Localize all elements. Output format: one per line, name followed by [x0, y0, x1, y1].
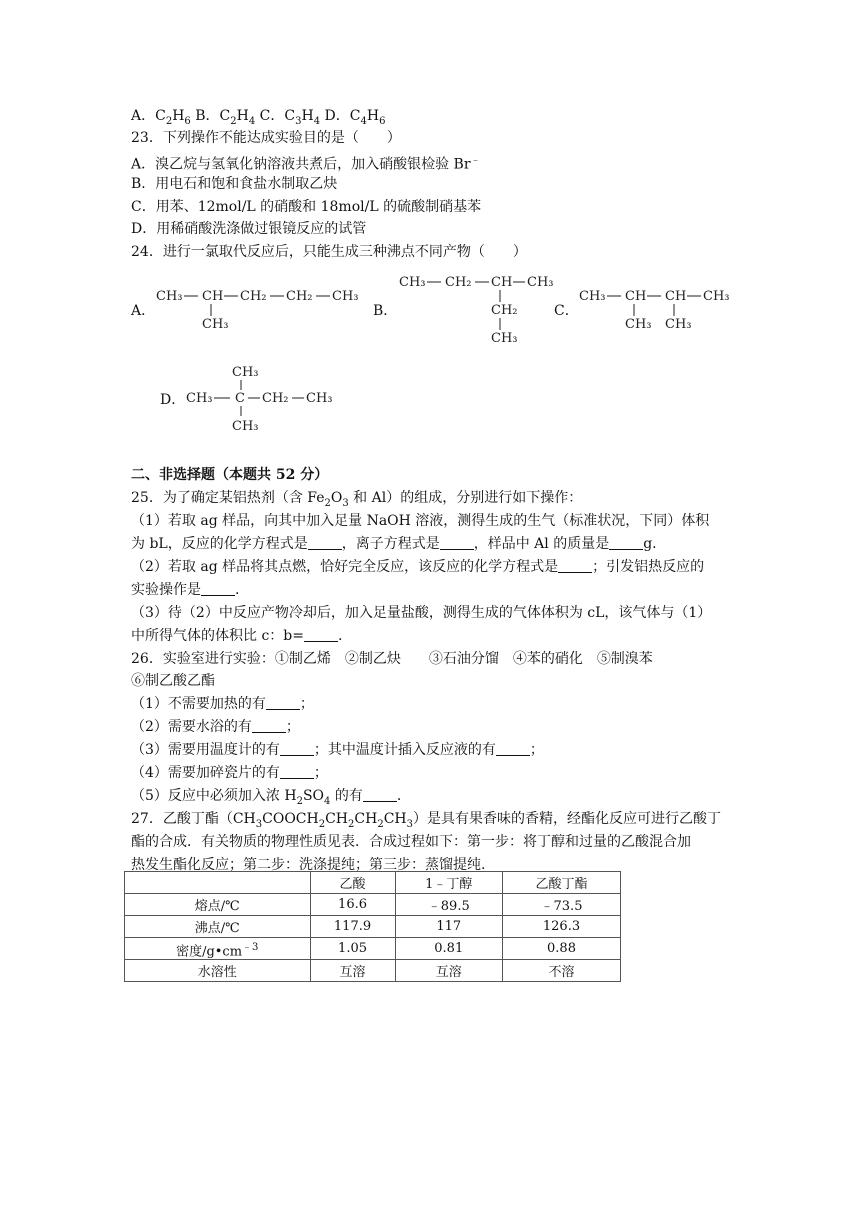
svg-text:CH: CH: [665, 289, 687, 304]
svg-text:CH: CH: [202, 289, 224, 304]
q26-sub-4: （4）需要加碎瓷片的有 ；: [131, 765, 328, 781]
table-row: [125, 960, 621, 982]
svg-text:CH₂: CH₂: [240, 289, 267, 304]
table-header-cell: 乙酸: [310, 872, 395, 894]
svg-text:CH₃: CH₃: [703, 289, 730, 304]
svg-text:CH₃: CH₃: [579, 289, 606, 304]
svg-text:CH₃: CH₃: [491, 331, 518, 346]
table-row: [125, 938, 621, 960]
structure-a: [152, 280, 372, 338]
svg-text:CH₃: CH₃: [527, 275, 554, 290]
q25-line-5: 实验操作是 .: [131, 582, 240, 598]
svg-text:CH₃: CH₃: [665, 317, 692, 332]
table-cell: 1.05: [310, 938, 395, 960]
answer-blank[interactable]: [266, 695, 300, 710]
svg-text:CH₂: CH₂: [445, 275, 472, 290]
q22-options: A．$C_2H_6$ B．$C_2H_4$ C．$C_3H_4$ D．$C_4H_6$: [131, 108, 386, 127]
q25-line-6: （3）待（2）中反应产物冷却后，加入足量盐酸，测得生成的气体体积为 cL，该气体与（1）: [131, 605, 712, 621]
table-header-row: [125, 872, 621, 894]
q23-option-a: A．溴乙烷与氢氧化钠溶液共煮后，加入硝酸银检验 Br﹣: [131, 155, 481, 173]
table-cell: 互溶: [395, 960, 502, 982]
table-cell: 互溶: [310, 960, 395, 982]
svg-text:CH₂: CH₂: [491, 303, 518, 318]
q24-label-a: A．: [131, 303, 156, 319]
q24-stem: 24．进行一氯取代反应后，只能生成三种沸点不同产物（ ）: [131, 244, 527, 260]
properties-table: [124, 871, 621, 982]
table-header-cell: [125, 872, 311, 894]
answer-blank[interactable]: [280, 741, 314, 756]
q24-label-b: B．: [373, 303, 398, 319]
table-cell: 16.6: [310, 894, 395, 916]
q23-option-d: D．用稀硝酸洗涤做过银镜反应的试管: [131, 221, 367, 237]
svg-text:CH₃: CH₃: [186, 391, 213, 406]
structure-c: [575, 280, 745, 338]
q26-line-1: 26．实验室进行实验：①制乙烯 ②制乙炔 ③石油分馏 ④苯的硝化 ⑤制溴苯: [131, 651, 653, 667]
answer-blank[interactable]: [558, 558, 592, 573]
answer-blank[interactable]: [363, 787, 397, 802]
q25-line-1: 25．为了确定某铝热剂（含 $Fe_2O_3$ 和 Al）的组成，分别进行如下操作：: [131, 490, 583, 509]
svg-text:CH₃: CH₃: [399, 275, 426, 290]
svg-text:C: C: [235, 391, 245, 406]
q23-stem: 23．下列操作不能达成实验目的是（ ）: [131, 130, 401, 146]
table-header-cell: 乙酸丁酯: [502, 872, 620, 894]
structure-b: [395, 268, 565, 352]
q23-option-c: C．用苯、12mol/L 的硝酸和 18mol/L 的硫酸制硝基苯: [131, 199, 482, 215]
q27-line-1: 27．乙酸丁酯$(CH_3COOCH_2CH_2CH_2CH_3)$是具有果香味的香精，经酯化反应可进行乙酸丁: [131, 811, 721, 830]
q24-label-c: C．: [554, 303, 579, 319]
q23-option-b: B．用电石和饱和食盐水制取乙炔: [131, 176, 338, 192]
q24-label-d: D．: [160, 392, 186, 408]
q26-sub-2: （2）需要水浴的有 ；: [131, 719, 300, 735]
q25-line-4: （2）若取 ag 样品将其点燃，恰好完全反应，该反应的化学方程式是 ；引发铝热反应的: [131, 559, 705, 575]
svg-text:CH₃: CH₃: [625, 317, 652, 332]
table-cell: 117: [395, 916, 502, 938]
q26-sub-5: （5）反应中必须加入浓 $H_2SO_4$ 的有 .: [131, 788, 402, 807]
answer-blank[interactable]: [201, 581, 235, 596]
table-cell: 0.88: [502, 938, 620, 960]
table-cell: 熔点/℃: [125, 894, 311, 916]
answer-blank[interactable]: [440, 535, 474, 550]
q26-line-2: ⑥制乙酸乙酯: [131, 673, 215, 689]
svg-text:CH₃: CH₃: [232, 365, 259, 380]
table-cell: 水溶性: [125, 960, 311, 982]
answer-blank[interactable]: [252, 718, 286, 733]
svg-text:CH₂: CH₂: [286, 289, 313, 304]
answer-blank[interactable]: [609, 535, 643, 550]
q25-line-7: 中所得气体的体积比 c：b= .: [131, 628, 343, 644]
svg-text:CH₃: CH₃: [156, 289, 183, 304]
table-cell: 不溶: [502, 960, 620, 982]
table-cell: 沸点/℃: [125, 916, 311, 938]
table-cell: ﹣89.5: [395, 894, 502, 916]
svg-text:CH₃: CH₃: [232, 419, 259, 434]
table-cell: 0.81: [395, 938, 502, 960]
q26-sub-3: （3）需要用温度计的有 ；其中温度计插入反应液的有 ；: [131, 742, 544, 758]
svg-text:CH: CH: [491, 275, 513, 290]
svg-text:CH₃: CH₃: [332, 289, 359, 304]
section-title: 二、非选择题（本题共 52 分）: [131, 467, 329, 483]
q25-line-3: 为 bL，反应的化学方程式是 ，离子方程式是 ，样品中 Al 的质量是 g.: [131, 536, 657, 552]
svg-text:CH₂: CH₂: [262, 391, 289, 406]
table-cell: 126.3: [502, 916, 620, 938]
q25-line-2: （1）若取 ag 样品，向其中加入足量 NaOH 溶液，测得生成的生气（标准状况，下同）体积: [131, 513, 710, 529]
q27-line-2: 酯的合成．有关物质的物理性质见表．合成过程如下：第一步：将丁醇和过量的乙酸混合加: [131, 834, 691, 850]
answer-blank[interactable]: [280, 764, 314, 779]
svg-text:CH₃: CH₃: [202, 317, 229, 332]
answer-blank[interactable]: [304, 627, 338, 642]
table-header-cell: 1﹣丁醇: [395, 872, 502, 894]
answer-blank[interactable]: [308, 535, 342, 550]
q26-sub-1: （1）不需要加热的有 ；: [131, 696, 314, 712]
table-cell: 117.9: [310, 916, 395, 938]
answer-blank[interactable]: [496, 741, 530, 756]
q27-line-3: 热发生酯化反应；第二步：洗涤提纯；第三步：蒸馏提纯.: [131, 857, 486, 873]
svg-text:CH₃: CH₃: [306, 391, 333, 406]
table-cell: 密度$/g•cm^{﹣3}$: [125, 938, 311, 960]
structure-d: [182, 360, 342, 444]
table-row: [125, 894, 621, 916]
table-row: [125, 916, 621, 938]
svg-text:CH: CH: [625, 289, 647, 304]
table-cell: ﹣73.5: [502, 894, 620, 916]
